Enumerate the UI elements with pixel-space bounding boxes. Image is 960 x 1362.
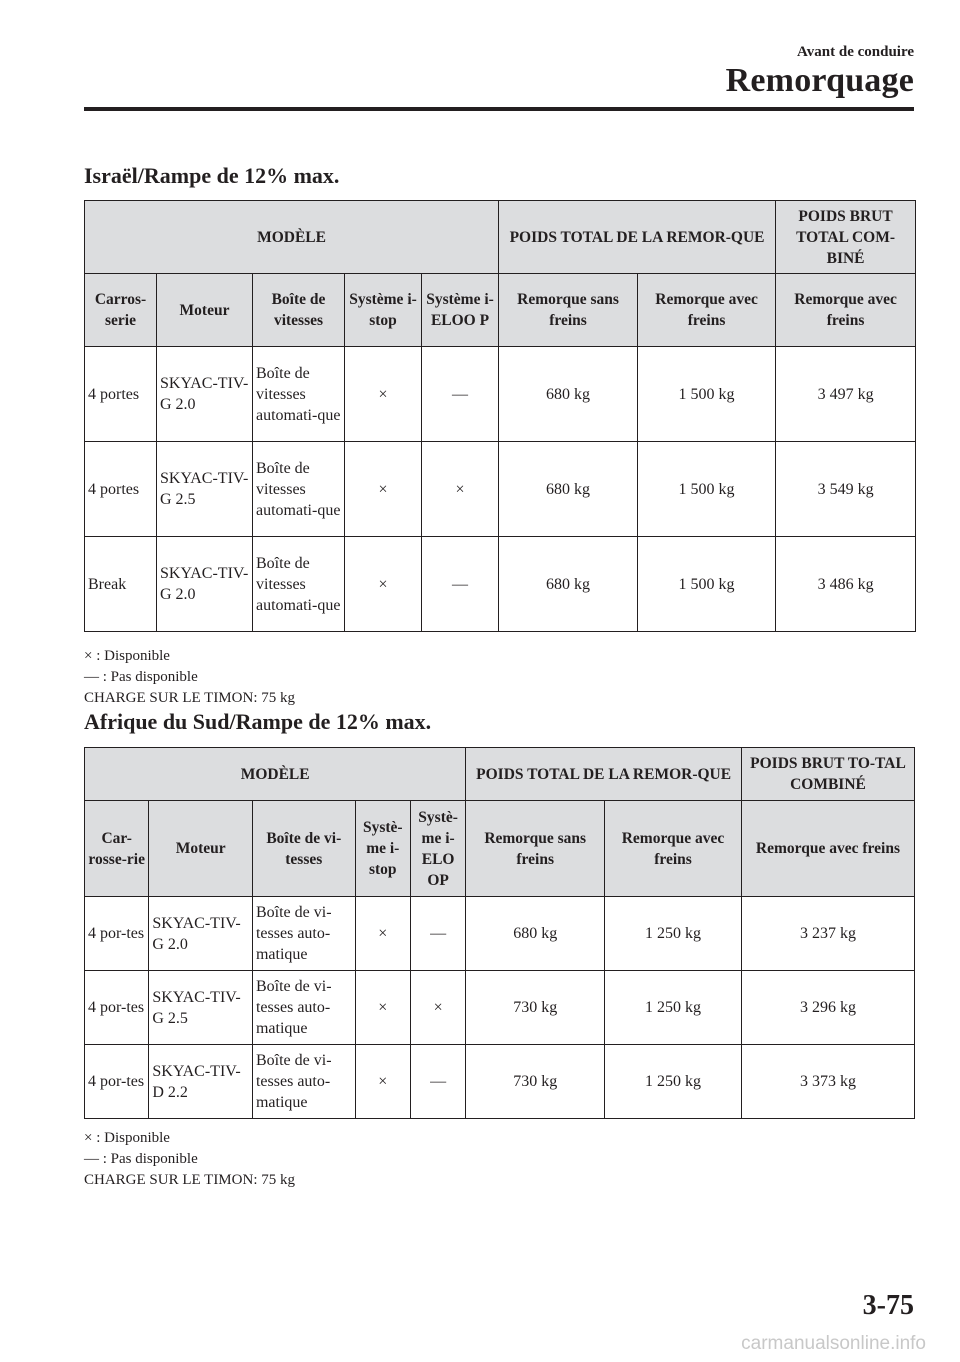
cell-braked: 1 500 kg [638,347,776,442]
col-header: Remorque avec freins [741,801,914,897]
col-header: Car-rosse-rie [85,801,149,897]
col-header: Système i-stop [345,274,422,347]
cell-braked: 1 250 kg [605,897,742,971]
section-title-israel: Israël/Rampe de 12% max. [84,163,340,188]
cell-gross: 3 296 kg [741,971,914,1045]
page-header-title: Remorquage [725,62,914,99]
page-number: 3-75 [862,1290,914,1321]
cell-engine: SKYAC-TIV-G 2.5 [157,442,253,537]
cell-unbraked: 680 kg [499,537,638,632]
note-tongue-load: CHARGE SUR LE TIMON: 75 kg [84,690,295,706]
col-header: Systè-me i-ELO OP [410,801,465,897]
cell-body: 4 portes [85,347,157,442]
col-header: Systè-me i-stop [355,801,410,897]
cell-braked: 1 500 kg [638,442,776,537]
note-unavailable: — : Pas disponible [84,1151,198,1167]
note-tongue-load: CHARGE SUR LE TIMON: 75 kg [84,1172,295,1188]
col-header: Carros-serie [85,274,157,347]
cell-engine: SKYAC-TIV-G 2.0 [149,897,253,971]
cell-istop: × [355,897,410,971]
cell-unbraked: 680 kg [499,442,638,537]
cell-ieloop: — [410,1045,465,1119]
cell-unbraked: 680 kg [466,897,605,971]
cell-gross: 3 549 kg [776,442,916,537]
chapter-label: Avant de conduire [797,44,914,60]
cell-braked: 1 250 kg [605,971,742,1045]
towing-table-south-africa [84,747,915,1119]
table-column-header-row [85,801,915,897]
table-row [85,537,916,632]
col-header: Boîte de vitesses [253,274,345,347]
group-header-trailer-weight: POIDS TOTAL DE LA REMOR-QUE [466,748,742,801]
cell-unbraked: 730 kg [466,971,605,1045]
cell-istop: × [355,1045,410,1119]
cell-gearbox: Boîte de vi-tesses auto-matique [252,897,355,971]
cell-istop: × [345,537,422,632]
cell-gearbox: Boîte de vitesses automati-que [253,537,345,632]
cell-body: 4 por-tes [85,971,149,1045]
table-group-header-row [85,748,915,801]
group-header-model: MODÈLE [85,748,466,801]
cell-ieloop: × [410,971,465,1045]
table-group-header-row [85,201,916,274]
cell-body: 4 portes [85,442,157,537]
cell-istop: × [345,442,422,537]
cell-ieloop: — [410,897,465,971]
cell-gearbox: Boîte de vitesses automati-que [253,347,345,442]
cell-unbraked: 680 kg [499,347,638,442]
watermark-text: carmanualsonline.info [741,1333,926,1354]
col-header: Boîte de vi-tesses [252,801,355,897]
cell-gearbox: Boîte de vitesses automati-que [253,442,345,537]
group-header-trailer-weight: POIDS TOTAL DE LA REMOR-QUE [499,201,776,274]
cell-body: 4 por-tes [85,897,149,971]
cell-gearbox: Boîte de vi-tesses auto-matique [252,1045,355,1119]
table-row [85,442,916,537]
cell-gearbox: Boîte de vi-tesses auto-matique [252,971,355,1045]
cell-gross: 3 373 kg [741,1045,914,1119]
cell-body: Break [85,537,157,632]
cell-ieloop: — [422,537,499,632]
group-header-gross-weight: POIDS BRUT TO-TAL COMBINÉ [741,748,914,801]
note-available: × : Disponible [84,1130,170,1146]
group-header-gross-weight: POIDS BRUT TOTAL COM-BINÉ [776,201,916,274]
cell-braked: 1 500 kg [638,537,776,632]
col-header: Moteur [157,274,253,347]
col-header: Remorque sans freins [499,274,638,347]
col-header: Remorque avec freins [638,274,776,347]
col-header: Remorque sans freins [466,801,605,897]
cell-gross: 3 486 kg [776,537,916,632]
table-row [85,971,915,1045]
cell-engine: SKYAC-TIV-G 2.0 [157,537,253,632]
table-row [85,1045,915,1119]
note-unavailable: — : Pas disponible [84,669,198,685]
cell-gross: 3 237 kg [741,897,914,971]
table-column-header-row [85,274,916,347]
section-title-south-africa: Afrique du Sud/Rampe de 12% max. [84,709,432,734]
header-rule [84,107,914,111]
cell-istop: × [355,971,410,1045]
group-header-model: MODÈLE [85,201,499,274]
table-notes-south-africa [84,1128,295,1191]
cell-gross: 3 497 kg [776,347,916,442]
table-row [85,897,915,971]
table-row [85,347,916,442]
col-header: Remorque avec freins [776,274,916,347]
cell-istop: × [345,347,422,442]
cell-ieloop: × [422,442,499,537]
cell-engine: SKYAC-TIV-G 2.0 [157,347,253,442]
col-header: Moteur [149,801,253,897]
cell-ieloop: — [422,347,499,442]
col-header: Système i-ELOO P [422,274,499,347]
cell-unbraked: 730 kg [466,1045,605,1119]
towing-table-israel [84,200,916,632]
cell-braked: 1 250 kg [605,1045,742,1119]
col-header: Remorque avec freins [605,801,742,897]
cell-body: 4 por-tes [85,1045,149,1119]
note-available: × : Disponible [84,648,170,664]
table-notes-israel [84,646,295,709]
cell-engine: SKYAC-TIV-D 2.2 [149,1045,253,1119]
cell-engine: SKYAC-TIV-G 2.5 [149,971,253,1045]
